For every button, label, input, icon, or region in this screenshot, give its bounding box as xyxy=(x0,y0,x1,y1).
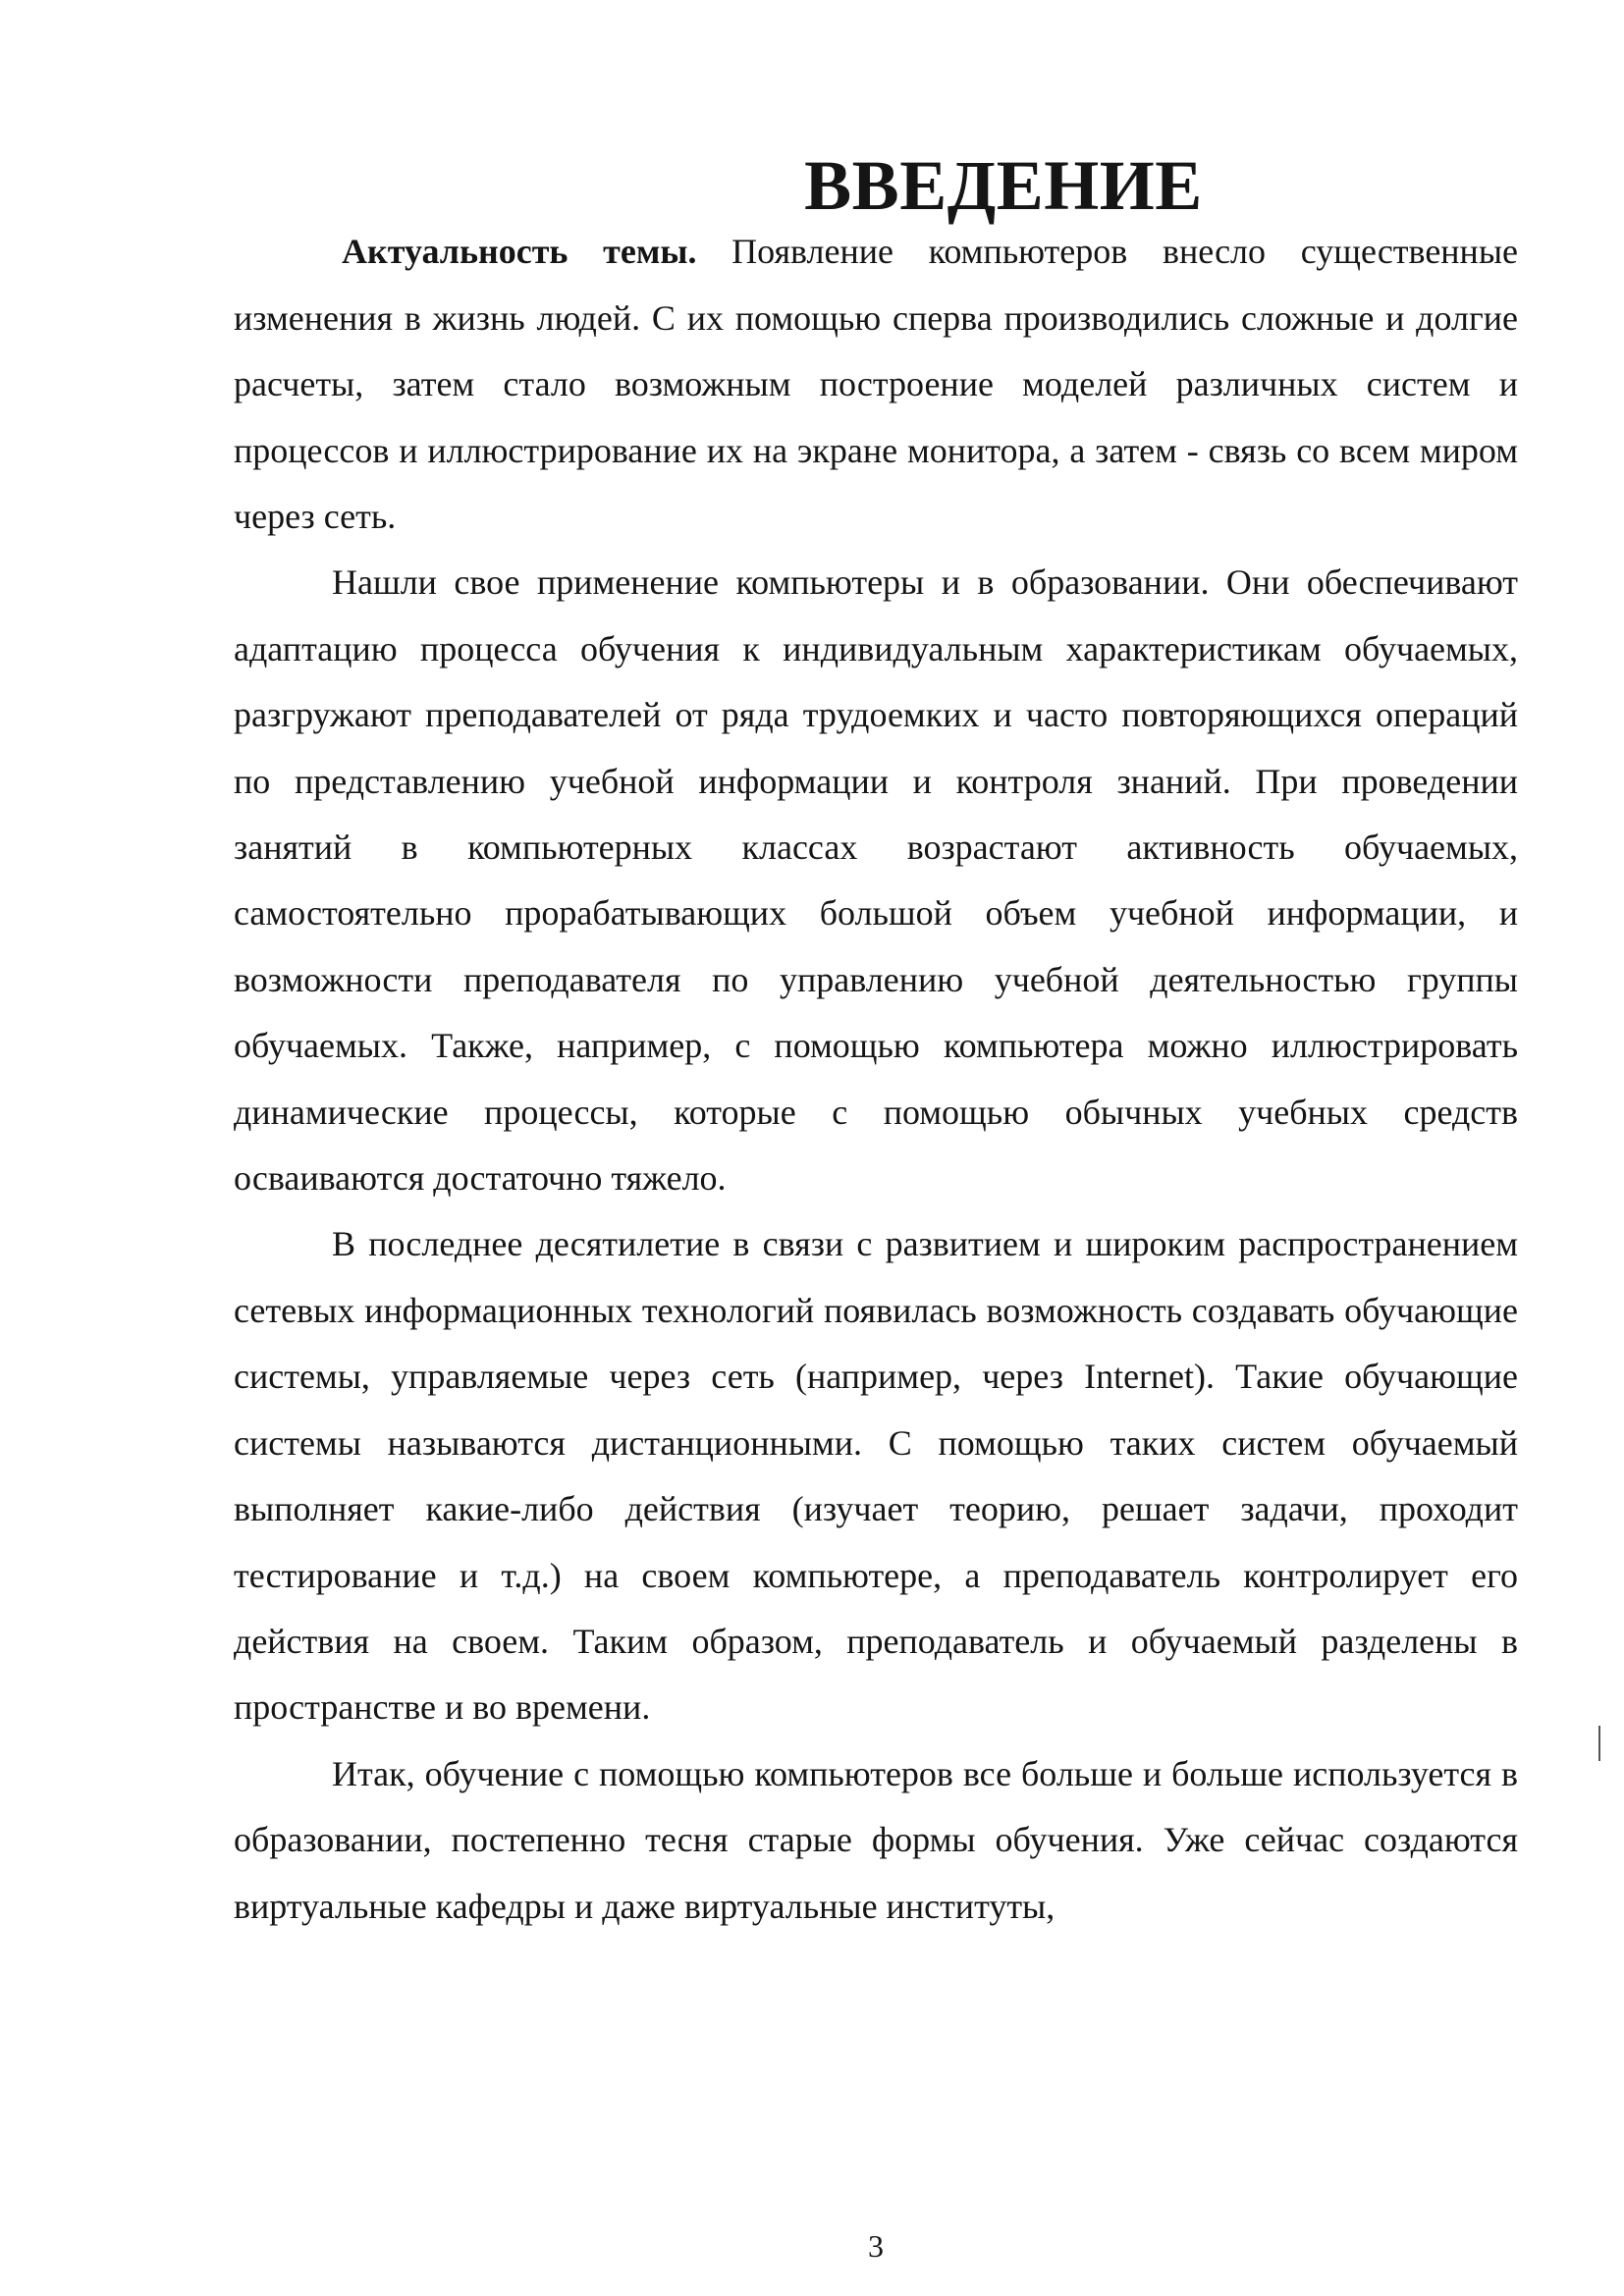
paragraph-distance-learning: В последнее десятилетие в связи с развитием и широким распространением сетевых информационных технологий появилась возможность создавать обучающие системы, управляемые через сеть (например, через Internet). Такие обучающие системы называются дистанционными. С помощью таких систем обучаемый выполняет какие-либо действия (изучает теорию, решает задачи, проходит тестирование и т.д.) на своем компьютере, а преподаватель контролирует его действия на своем. Таким образом, преподаватель и обучаемый разделены в пространстве и во времени. xyxy=(234,1224,1518,1728)
margin-mark xyxy=(1598,1726,1600,1761)
paragraph-relevance xyxy=(234,219,1518,550)
page-number: 3 xyxy=(868,2228,884,2264)
relevance-lead: Актуальность темы. xyxy=(342,232,697,272)
document-body xyxy=(234,146,1518,1940)
section-heading: ВВЕДЕНИЕ xyxy=(804,146,1203,225)
paragraph-text: Появление компьютеров внесло существенные изменения в жизнь людей. С их помощью сперва производились сложные и долгие расчеты, затем стало возможным построение моделей различных систем и процессов и иллюстрирование их на экране монитора, а затем - связь со всем миром через сеть. xyxy=(234,232,1518,537)
paragraph-conclusion: Итак, обучение с помощью компьютеров все больше и больше используется в образовании, постепенно тесня старые формы обучения. Уже сейчас создаются виртуальные кафедры и даже виртуальные институты, xyxy=(234,1753,1518,1926)
paragraph-education: Нашли свое применение компьютеры и в образовании. Они обеспечивают адаптацию процесса обучения к индивидуальным характеристикам обучаемых, разгружают преподавателей от ряда трудоемких и часто повторяющихся операций по представлению учебной информации и контроля знаний. При проведении занятий в компьютерных классах возрастают активность обучаемых, самостоятельно прорабатывающих большой объем учебной информации, и возможности преподавателя по управлению учебной деятельностью группы обучаемых. Также, например, с помощью компьютера можно иллюстрировать динамические процессы, которые с помощью обычных учебных средств осваиваются достаточно тяжело. xyxy=(234,562,1518,1199)
